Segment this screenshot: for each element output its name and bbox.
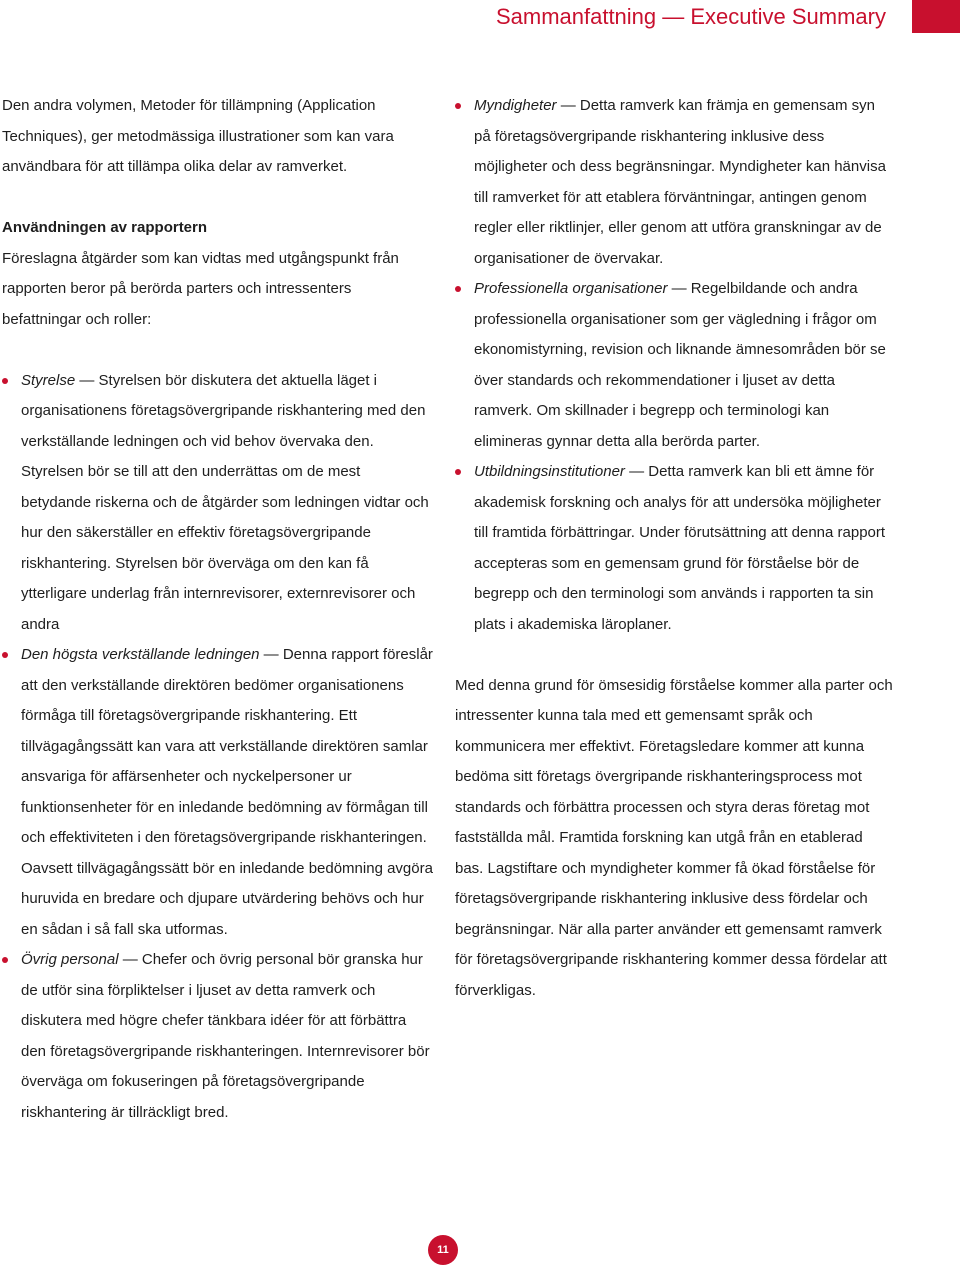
bullet-item-ovrig-personal	[2, 945, 434, 1128]
bullet-text: — Regelbildande och andra professionella organisationer som ger vägledning i frågor om ekonomistyrning, revision och liknande ämnesområden bör se över standards och rekommendationer i ljuset av detta ramverk. Om skillnader i begrepp och terminologi kan elimineras gynnar detta alla berörda parter.	[474, 280, 886, 450]
bullet-term: Professionella organisationer	[474, 280, 668, 297]
bullet-item-utbildning	[455, 457, 895, 640]
bullet-term: Den högsta verkställande ledningen	[21, 646, 260, 663]
bullet-item-styrelse	[2, 366, 434, 641]
bullet-icon	[455, 103, 461, 109]
bullet-icon	[2, 652, 8, 658]
bullet-icon	[2, 957, 8, 963]
header-accent-block	[912, 0, 960, 33]
bullet-text: — Detta ramverk kan främja en gemensam syn på företagsövergripande riskhantering inklusive dess möjligheter och dess begränsningar. Myndigheter kan hänvisa till ramverket för att etablera förväntningar, antingen genom regler eller riktlinjer, eller genom att utföra granskningar av de organisationer de övervakar.	[474, 97, 886, 267]
section-heading: Användningen av rapportern	[2, 219, 208, 236]
bullet-term: Övrig personal	[21, 951, 119, 968]
bullet-item-ledning	[2, 640, 434, 945]
right-column	[455, 91, 895, 1006]
closing-paragraph: Med denna grund för ömsesidig förståelse kommer alla parter och intressenter kunna tala med ett gemensamt språk och kommunicera mer effektivt. Företagsledare kommer att kunna bedöma sitt företags övergripande riskhanteringsprocess mot standards och förbättra processen och styra deras företag mot fastställda mål. Framtida forskning kan utgå från en etablerad bas. Lagstiftare och myndigheter kommer få ökad förståelse för företagsövergripande riskhantering inklusive dess fördelar och begränsningar. När alla parter använder ett gemensamt ramverk för företagsövergripande riskhantering kommer dessa fördelar att förverkligas.	[455, 676, 893, 999]
bullet-icon	[455, 286, 461, 292]
bullet-term: Utbildningsinstitutioner	[474, 463, 625, 480]
left-column	[2, 91, 434, 1128]
bullet-item-myndigheter	[455, 91, 895, 274]
bullet-item-professionella	[455, 274, 895, 457]
bullet-icon	[2, 378, 8, 384]
bullet-text: — Denna rapport föreslår att den verkställande direktören bedömer organisationens förmåga till företagsövergripande riskhantering. Ett tillvägagångssätt kan vara att verkställande direktören samlar ansvariga för affärsenheter och nyckelpersoner ur funktionsenheter för en inledande bedömning av förmågan till och effektiviteten i den företagsövergripande riskhanteringen. Oavsett tillvägagångssätt bör en inledande bedömning avgöra huruvida en bredare och djupare utvärdering behövs och hur en sådan i så fall ska utformas.	[21, 646, 433, 938]
bullet-text: — Chefer och övrig personal bör granska hur de utför sina förpliktelser i ljuset av detta ramverk och diskutera med högre chefer tänkbara idéer för att förbättra den företagsövergripande riskhanteringen. Internrevisorer bör överväga om fokuseringen på företagsövergripande riskhantering är tillräckligt bred.	[21, 951, 430, 1121]
page-number-badge: 11	[428, 1235, 458, 1265]
bullet-term: Styrelse	[21, 371, 76, 389]
bullet-term: Myndigheter	[474, 97, 557, 114]
bullet-text: — Detta ramverk kan bli ett ämne för akademisk forskning och analys för att undersöka möjligheter till framtida förbättringar. Under förutsättning att denna rapport accepteras som en gemensam grund för förståelse bör de begrepp och den terminologi som används i rapporten ta sin plats i akademiska läroplaner.	[474, 463, 886, 633]
page-header-title: Sammanfattning — Executive Summary	[495, 4, 886, 29]
bullet-icon	[455, 469, 461, 475]
intro-paragraph: Den andra volymen, Metoder för tillämpning (Application Techniques), ger metodmässiga illustrationer som kan vara användbara för att tillämpa olika delar av ramverket.	[2, 97, 394, 175]
section-paragraph: Föreslagna åtgärder som kan vidtas med utgångspunkt från rapporten beror på berörda parters och intressenters befattningar och roller:	[2, 249, 399, 328]
bullet-text: — Styrelsen bör diskutera det aktuella läget i organisationens företagsövergripande riskhantering med den verkställande ledningen och vid behov övervaka den. Styrelsen bör se till att den underrättas om de mest betydande riskerna och de åtgärder som ledningen vidtar och hur den säkerställer en effektiv företagsövergripande riskhantering. Styrelsen bör överväga om den kan få ytterligare underlag från internrevisorer, externrevisorer och andra	[21, 371, 429, 633]
